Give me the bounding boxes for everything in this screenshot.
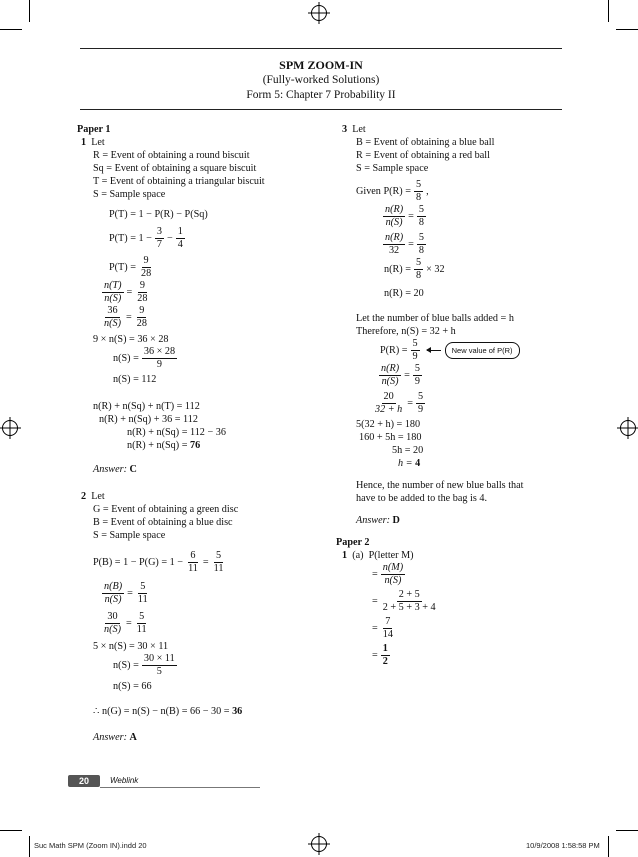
fraction	[135, 280, 149, 305]
denominator: 11	[136, 624, 147, 635]
fraction	[135, 305, 149, 330]
numerator: n(R)	[385, 232, 404, 243]
equation	[356, 257, 582, 282]
definition: S = Sample space	[356, 163, 429, 174]
denominator: n(S)	[104, 293, 122, 304]
numerator: 9	[139, 305, 145, 316]
question-2	[77, 490, 327, 503]
fraction	[186, 550, 200, 575]
equation: n(R) + n(Sq) + n(T) = 112	[93, 401, 200, 412]
denominator: 8	[418, 217, 424, 228]
definition: T = Event of obtaining a triangular biscuit	[93, 176, 265, 187]
text: ∴ n(G) = n(S) − n(B) = 66 − 30 =	[93, 706, 230, 717]
text: n(R) =	[384, 264, 411, 275]
text: =	[125, 618, 132, 629]
fraction	[417, 232, 426, 257]
equation	[356, 363, 582, 388]
definition: R = Event of obtaining a round biscuit	[93, 150, 250, 161]
equation	[356, 179, 582, 204]
text: P(R) =	[380, 345, 408, 356]
numerator: 5	[139, 611, 145, 622]
footer-rule	[100, 787, 260, 788]
equation	[109, 226, 327, 251]
numerator: 5	[418, 204, 424, 215]
numerator: 3	[156, 226, 162, 237]
equation: 5 × n(S) = 30 × 11	[93, 641, 169, 652]
numerator: 36 × 28	[143, 346, 176, 357]
numerator: 30	[107, 611, 118, 622]
equation	[93, 346, 327, 371]
numerator: n(M)	[382, 562, 404, 573]
denominator: 11	[188, 563, 198, 574]
equation: n(R) + n(Sq) + 36 = 112	[99, 414, 198, 425]
text: =	[408, 211, 414, 222]
section-heading: Paper 1	[77, 124, 111, 135]
crop-mark	[0, 29, 22, 30]
definition: Sq = Event of obtaining a square biscuit	[93, 163, 257, 174]
denominator: 32 + h	[375, 404, 403, 415]
text-line: Hence, the number of new blue balls that	[356, 480, 524, 491]
equation	[93, 439, 327, 452]
fraction	[383, 204, 405, 229]
numerator: 5	[140, 581, 146, 592]
equation	[93, 550, 327, 575]
definition: S = Sample space	[93, 530, 166, 541]
denominator: 2	[382, 656, 388, 667]
equation: n(S) = 66	[113, 681, 152, 692]
equation: n(R) + n(Sq) = 112 − 36	[127, 427, 226, 438]
text: −	[167, 233, 173, 244]
text: =	[202, 557, 209, 568]
fraction	[142, 346, 177, 371]
question-number: 3	[342, 124, 348, 135]
equation: n(R) = 20	[384, 288, 424, 299]
crop-mark	[29, 0, 30, 22]
equation	[109, 255, 327, 280]
text-line: Therefore, n(S) = 32 + h	[356, 326, 456, 337]
crop-mark	[616, 29, 638, 30]
answer-line	[93, 463, 327, 476]
equation: P(T) = 1 − P(R) − P(Sq)	[109, 209, 208, 220]
text: × 32	[426, 264, 445, 275]
definition: R = Event of obtaining a red ball	[356, 150, 490, 161]
equation	[372, 643, 582, 668]
header-rule-top	[80, 48, 562, 49]
numerator: 9	[139, 280, 145, 291]
denominator: 9	[156, 359, 162, 370]
text: n(S) =	[113, 353, 139, 364]
text: Given P(R) =	[356, 186, 411, 197]
page-header	[80, 58, 562, 103]
text: Let	[91, 491, 105, 502]
fraction	[155, 226, 164, 251]
answer-line	[356, 514, 582, 527]
page-number-badge: 20	[68, 775, 100, 787]
equation	[356, 232, 582, 257]
fraction	[417, 204, 426, 229]
denominator: n(S)	[104, 624, 121, 635]
denominator: 11	[213, 563, 224, 574]
registration-mark-icon	[311, 836, 327, 852]
numerator: 20	[383, 391, 394, 402]
answer-value: D	[392, 515, 400, 526]
denominator: 8	[418, 245, 424, 256]
text: =	[372, 623, 378, 634]
header-rule-bottom	[80, 109, 562, 110]
text: =	[372, 596, 378, 607]
denominator: 28	[136, 318, 147, 329]
equation	[93, 611, 327, 636]
answer-value: A	[129, 732, 137, 743]
crop-mark	[608, 0, 609, 22]
denominator: 7	[156, 239, 162, 250]
equation	[372, 562, 582, 587]
text: =	[125, 312, 132, 323]
definition: B = Event of obtaining a blue disc	[93, 517, 233, 528]
fraction	[212, 550, 226, 575]
weblink-label[interactable]: Weblink	[110, 776, 139, 785]
fraction	[102, 581, 124, 606]
numerator: 5	[415, 257, 422, 268]
text: =	[372, 650, 378, 661]
result: 36	[232, 706, 243, 717]
numerator: 1	[177, 226, 183, 237]
definition: G = Event of obtaining a green disc	[93, 504, 239, 515]
equation: 160 + 5h = 180	[359, 432, 422, 443]
right-column	[336, 123, 582, 668]
crop-mark	[29, 836, 30, 857]
numerator: 5	[418, 232, 424, 243]
section-heading: Paper 2	[336, 537, 370, 548]
equation	[93, 705, 327, 718]
fraction	[102, 611, 123, 636]
text: =	[126, 287, 133, 298]
equation: 5(32 + h) = 180	[356, 419, 421, 430]
registration-mark-icon	[620, 420, 636, 436]
numerator: 9	[143, 255, 149, 266]
text: ,	[426, 186, 429, 197]
equation	[356, 204, 582, 229]
numerator: 7	[385, 616, 391, 627]
fraction	[381, 589, 438, 614]
text: Let	[352, 124, 366, 135]
equation	[93, 653, 327, 678]
crop-mark	[608, 836, 609, 857]
arrow-left-icon	[427, 350, 441, 351]
question-p2-1	[342, 549, 582, 562]
text: n(S) =	[113, 660, 139, 671]
question-number: 2	[81, 491, 87, 502]
text-line: Let the number of blue balls added = h	[356, 313, 514, 324]
fraction	[414, 179, 423, 204]
result: 76	[190, 440, 201, 451]
denominator: 28	[140, 268, 152, 279]
denominator: 5	[156, 666, 162, 677]
text: P(letter M)	[368, 550, 414, 561]
fraction	[381, 562, 405, 587]
date-slug: 10/9/2008 1:58:58 PM	[526, 841, 600, 850]
question-number: 1	[81, 137, 87, 148]
numerator: 5	[418, 391, 424, 402]
equation: 5h = 20	[392, 445, 424, 456]
fraction	[102, 280, 124, 305]
equation	[356, 457, 582, 470]
text: P(T) =	[109, 262, 136, 273]
question-number: 1	[342, 550, 348, 561]
fraction	[136, 581, 150, 606]
text: =	[372, 569, 378, 580]
text: Let	[91, 137, 105, 148]
equation	[356, 391, 582, 416]
fraction	[379, 363, 401, 388]
numerator: n(R)	[385, 204, 404, 215]
header-chapter: Form 5: Chapter 7 Probability II	[246, 89, 396, 101]
equation	[356, 338, 582, 363]
question-1	[77, 136, 327, 149]
numerator: 2 + 5	[398, 589, 420, 600]
denominator: 2 + 5 + 3 + 4	[382, 602, 436, 613]
denominator: 32	[388, 245, 400, 256]
registration-mark-icon	[2, 420, 18, 436]
equation	[372, 616, 582, 641]
numerator: 1	[382, 643, 388, 654]
denominator: 4	[177, 239, 183, 250]
equation	[372, 589, 582, 614]
answer-label: Answer:	[356, 515, 390, 526]
denominator: n(S)	[104, 594, 122, 605]
numerator: 6	[190, 550, 196, 561]
numerator: 5	[414, 363, 420, 374]
denominator: 9	[412, 351, 418, 362]
equation	[93, 305, 327, 330]
left-column	[77, 123, 327, 744]
fraction	[414, 257, 423, 282]
fraction	[373, 391, 404, 416]
numerator: n(R)	[381, 363, 400, 374]
fraction	[383, 232, 405, 257]
registration-mark-icon	[311, 5, 327, 21]
fraction	[416, 391, 425, 416]
fraction	[411, 338, 420, 363]
part-label: (a)	[352, 550, 364, 561]
numerator: 5	[415, 179, 422, 190]
numerator: n(B)	[104, 581, 123, 592]
fraction	[102, 305, 123, 330]
fraction	[413, 363, 422, 388]
fraction	[381, 643, 390, 668]
result: 4	[415, 458, 421, 469]
equation: 9 × n(S) = 36 × 28	[93, 334, 169, 345]
equation	[93, 280, 327, 305]
crop-mark	[616, 830, 638, 831]
file-slug: Suc Math SPM (Zoom IN).indd 20	[34, 841, 147, 850]
denominator: 14	[382, 629, 393, 640]
fraction	[176, 226, 185, 251]
definition: B = Event of obtaining a blue ball	[356, 137, 495, 148]
text: n(R) + n(Sq) =	[127, 440, 188, 451]
denominator: n(S)	[385, 217, 403, 228]
equation	[93, 581, 327, 606]
text: =	[127, 588, 133, 599]
fraction	[142, 653, 177, 678]
definition: S = Sample space	[93, 189, 166, 200]
text: h =	[398, 458, 413, 469]
denominator: n(S)	[381, 376, 399, 387]
numerator: 5	[215, 550, 222, 561]
question-3	[342, 123, 582, 136]
answer-value: C	[129, 464, 137, 475]
fraction	[139, 255, 153, 280]
header-title: SPM ZOOM-IN	[279, 58, 363, 72]
text: P(B) = 1 − P(G) = 1 −	[93, 557, 184, 568]
text-line: have to be added to the bag is 4.	[356, 493, 487, 504]
fraction	[381, 616, 395, 641]
crop-mark	[0, 830, 22, 831]
numerator: 30 × 11	[143, 653, 175, 664]
text: P(T) = 1 −	[109, 233, 152, 244]
denominator: 28	[137, 293, 148, 304]
numerator: 36	[107, 305, 118, 316]
fraction	[135, 611, 149, 636]
answer-label: Answer:	[93, 464, 127, 475]
text: =	[408, 239, 414, 250]
denominator: 9	[414, 376, 420, 387]
denominator: 9	[418, 404, 424, 415]
numerator: n(T)	[104, 280, 122, 291]
callout-label: New value of P(R)	[445, 342, 520, 359]
equation: n(S) = 112	[113, 374, 157, 385]
answer-line	[93, 731, 327, 744]
denominator: 8	[415, 192, 422, 203]
header-subtitle: (Fully-worked Solutions)	[262, 74, 380, 86]
numerator: 5	[412, 338, 418, 349]
text: =	[404, 370, 410, 381]
denominator: 8	[415, 270, 422, 281]
denominator: 11	[137, 594, 148, 605]
denominator: n(S)	[104, 318, 121, 329]
denominator: n(S)	[384, 575, 402, 586]
answer-label: Answer:	[93, 732, 127, 743]
text: =	[407, 398, 413, 409]
